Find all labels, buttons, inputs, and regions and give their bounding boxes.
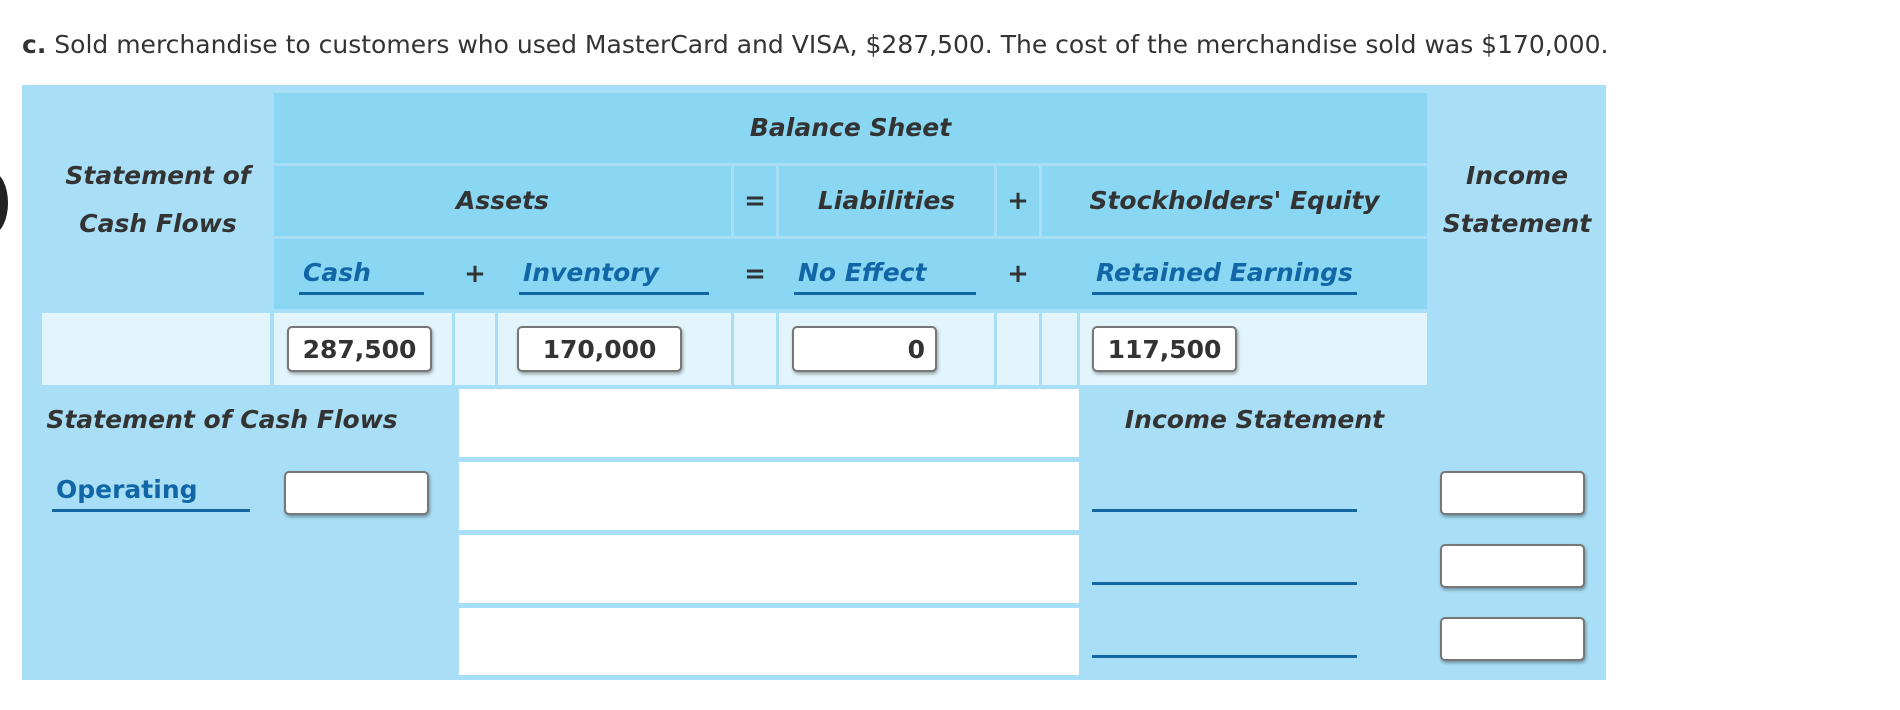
cash-flows-value-cell bbox=[42, 313, 270, 385]
equals-cell bbox=[734, 313, 776, 385]
equity-account-select[interactable]: Retained Earnings bbox=[1092, 253, 1357, 295]
side-indicator bbox=[0, 172, 8, 234]
inventory-amount-input[interactable]: 170,000 bbox=[517, 326, 682, 372]
liabilities-header: Liabilities bbox=[779, 166, 994, 236]
retained-earnings-amount-input[interactable]: 117,500 bbox=[1092, 326, 1237, 372]
assets-header: Assets bbox=[274, 166, 731, 236]
cash-flows-header bbox=[42, 145, 274, 255]
income-account-select-2[interactable] bbox=[1092, 543, 1357, 585]
plus-sign-header: + bbox=[997, 166, 1039, 236]
operating-activity-select[interactable]: Operating bbox=[52, 470, 250, 512]
plus-cell-1 bbox=[455, 313, 495, 385]
middle-blank-row-4 bbox=[459, 608, 1079, 675]
cash-amount-input[interactable]: 287,500 bbox=[287, 326, 432, 372]
equals-sign-accounts: = bbox=[744, 259, 766, 289]
middle-blank-row-3 bbox=[459, 535, 1079, 603]
income-amount-input-1[interactable] bbox=[1440, 471, 1585, 515]
question-text bbox=[22, 30, 1608, 59]
middle-blank-row-2 bbox=[459, 462, 1079, 530]
cash-flows-header-line2: Cash Flows bbox=[79, 209, 237, 238]
income-amount-input-2[interactable] bbox=[1440, 544, 1585, 588]
income-account-select-1[interactable] bbox=[1092, 470, 1357, 512]
balance-sheet-header: Balance Sheet bbox=[274, 93, 1427, 163]
spacer-cell bbox=[1042, 313, 1077, 385]
income-account-select-3[interactable] bbox=[1092, 616, 1357, 658]
inventory-account-select[interactable]: Inventory bbox=[519, 253, 709, 295]
cash-flows-section-title: Statement of Cash Flows bbox=[46, 405, 398, 434]
income-header-line1: Income bbox=[1465, 161, 1569, 190]
income-statement-section-title: Income Statement bbox=[1124, 405, 1385, 434]
income-amount-input-3[interactable] bbox=[1440, 617, 1585, 661]
equals-sign-header: = bbox=[734, 166, 776, 236]
plus-sign-accounts: + bbox=[464, 259, 486, 289]
cash-flows-header-line1: Statement of bbox=[65, 161, 251, 190]
plus-cell-2 bbox=[997, 313, 1039, 385]
liability-account-select[interactable]: No Effect bbox=[794, 253, 976, 295]
question-letter: c. bbox=[22, 30, 47, 59]
plus-sign-equity: + bbox=[1007, 259, 1029, 289]
question-body: Sold merchandise to customers who used MasterCard and VISA, $287,500. The cost of the merchandise sold was $170,000. bbox=[54, 30, 1609, 59]
transaction-table bbox=[22, 85, 1606, 680]
income-header-line2: Statement bbox=[1442, 209, 1592, 238]
cash-account-select[interactable]: Cash bbox=[299, 253, 424, 295]
middle-blank-row-1 bbox=[459, 389, 1079, 457]
income-statement-header bbox=[1432, 145, 1602, 255]
operating-amount-input[interactable] bbox=[284, 471, 429, 515]
liabilities-amount-input[interactable]: 0 bbox=[792, 326, 937, 372]
stockholders-equity-header: Stockholders' Equity bbox=[1042, 166, 1427, 236]
